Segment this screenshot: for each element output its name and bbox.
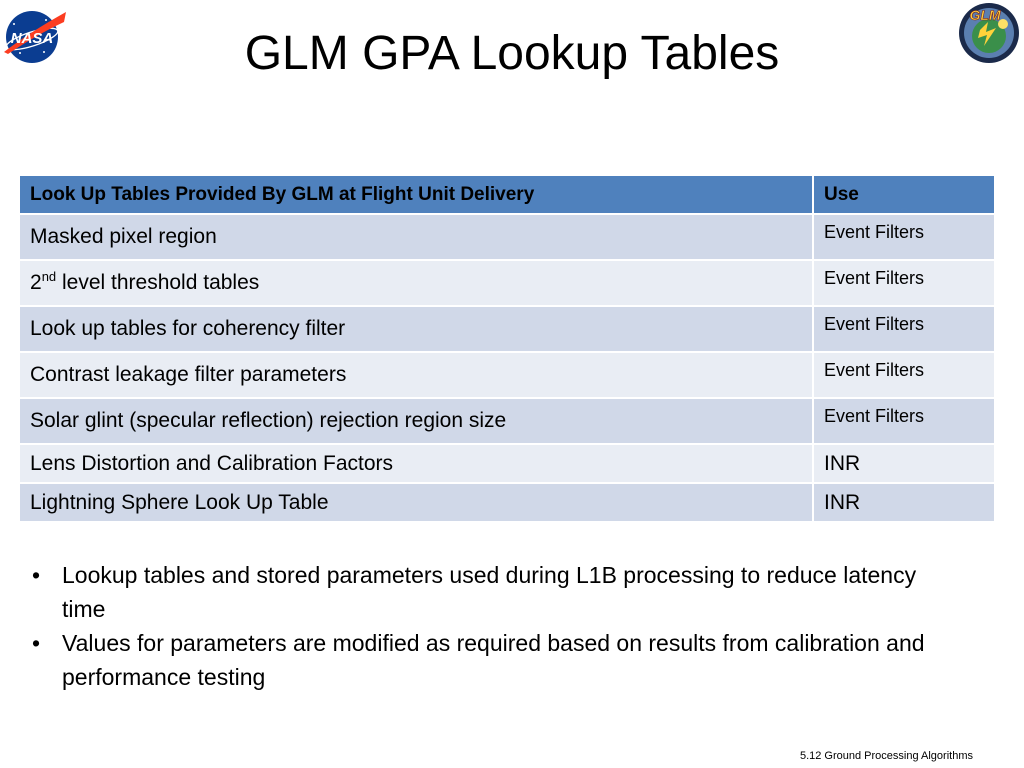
table-cell-use: Event Filters bbox=[813, 306, 995, 352]
table-cell-item: Look up tables for coherency filter bbox=[19, 306, 813, 352]
glm-logo-text: GLM bbox=[969, 7, 1001, 23]
table-cell-item: Lightning Sphere Look Up Table bbox=[19, 483, 813, 522]
column-header-lookup-tables: Look Up Tables Provided By GLM at Flight Unit Delivery bbox=[19, 175, 813, 214]
table-cell-use: INR bbox=[813, 444, 995, 483]
bullet-text: Lookup tables and stored parameters used during L1B processing to reduce latency time bbox=[62, 562, 917, 622]
table-cell-item: Masked pixel region bbox=[19, 214, 813, 260]
bullet-text: Values for parameters are modified as required based on results from calibration and performance testing bbox=[62, 630, 925, 690]
item-superscript: nd bbox=[41, 269, 57, 284]
bullet-list bbox=[30, 558, 960, 694]
table-row bbox=[19, 398, 995, 444]
table-row bbox=[19, 260, 995, 306]
table-cell-use: Event Filters bbox=[813, 260, 995, 306]
table-cell-use: Event Filters bbox=[813, 352, 995, 398]
table-row bbox=[19, 352, 995, 398]
table-row bbox=[19, 483, 995, 522]
slide-footer: 5.12 Ground Processing Algorithms bbox=[799, 750, 973, 762]
table-row bbox=[19, 214, 995, 260]
bullet-item bbox=[30, 626, 960, 694]
table-row bbox=[19, 306, 995, 352]
bullet-dot-icon: • bbox=[32, 562, 41, 588]
bullet-item bbox=[30, 558, 960, 626]
table-cell-item: Contrast leakage filter parameters bbox=[19, 352, 813, 398]
table-cell-item: Lens Distortion and Calibration Factors bbox=[19, 444, 813, 483]
item-suffix: level threshold tables bbox=[56, 271, 260, 294]
lookup-tables-table bbox=[18, 174, 996, 523]
table-cell-use: INR bbox=[813, 483, 995, 522]
table-header-row bbox=[19, 175, 995, 214]
table-cell-item bbox=[19, 260, 813, 306]
column-header-use: Use bbox=[813, 175, 995, 214]
item-prefix: 2 bbox=[30, 271, 42, 294]
page-title: GLM GPA Lookup Tables bbox=[244, 27, 780, 80]
table-row bbox=[19, 444, 995, 483]
table-cell-use: Event Filters bbox=[813, 214, 995, 260]
table-cell-item: Solar glint (specular reflection) rejection region size bbox=[19, 398, 813, 444]
bullet-dot-icon: • bbox=[32, 630, 41, 656]
table-cell-use: Event Filters bbox=[813, 398, 995, 444]
nasa-logo-text: NASA bbox=[10, 30, 54, 47]
